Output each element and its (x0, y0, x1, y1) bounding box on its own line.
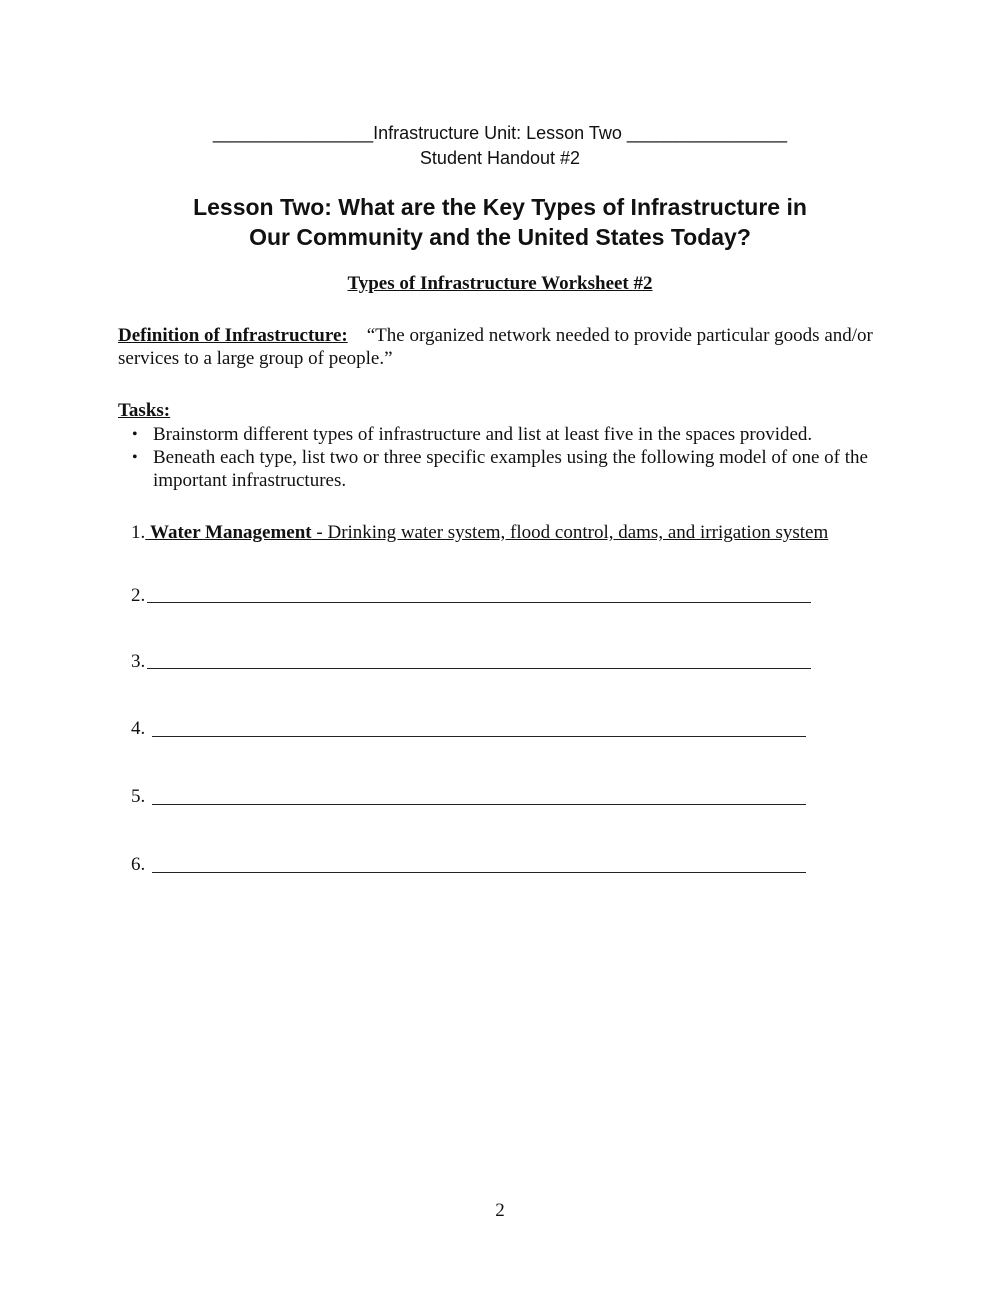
item-number: 4. (131, 718, 146, 739)
list-item-2 (131, 584, 145, 608)
tasks-list (118, 423, 878, 492)
definition-text: “The organized network needed to provide particular goods and/or services to a large group of people.” (118, 325, 873, 369)
page-title-line-2: Our Community and the United States Today? (249, 224, 751, 250)
task-item (118, 423, 878, 446)
answer-line-2[interactable] (147, 602, 811, 603)
page-number: 2 (495, 1200, 505, 1221)
list-item-6 (131, 853, 145, 877)
task-item (118, 446, 878, 492)
answer-line-3[interactable] (147, 668, 811, 669)
bullet-icon: • (132, 449, 138, 466)
handout-label: Student Handout #2 (419, 148, 581, 168)
definition-label: Definition of Infrastructure: (118, 325, 348, 346)
item-number: 6. (131, 854, 146, 875)
item-number: 1. (131, 522, 146, 543)
item-1-name: Water Management (150, 522, 312, 543)
list-item-4 (131, 717, 145, 741)
answer-line-5[interactable] (152, 804, 806, 805)
list-item-5 (131, 785, 145, 809)
item-number: 3. (131, 651, 146, 672)
item-number: 5. (131, 786, 146, 807)
task-text: Brainstorm different types of infrastructure and list at least five in the spaces provided. (153, 424, 813, 445)
answer-line-4[interactable] (152, 736, 806, 737)
task-text: Beneath each type, list two or three specific examples using the following model of one of the important infrastructures. (153, 447, 868, 491)
item-number: 2. (131, 585, 146, 606)
unit-header: ________________Infrastructure Unit: Lesson Two ________________ (212, 123, 788, 143)
item-1-examples: - Drinking water system, flood control, dams, and irrigation system (311, 522, 829, 543)
answer-line-6[interactable] (152, 872, 806, 873)
definition-paragraph (118, 324, 878, 370)
worksheet-title: Types of Infrastructure Worksheet #2 (347, 273, 653, 294)
tasks-label: Tasks: (118, 400, 171, 421)
bullet-icon: • (132, 426, 138, 443)
list-item-1 (131, 521, 828, 545)
list-item-3 (131, 650, 145, 674)
page-title-line-1: Lesson Two: What are the Key Types of Infrastructure in (193, 194, 807, 220)
